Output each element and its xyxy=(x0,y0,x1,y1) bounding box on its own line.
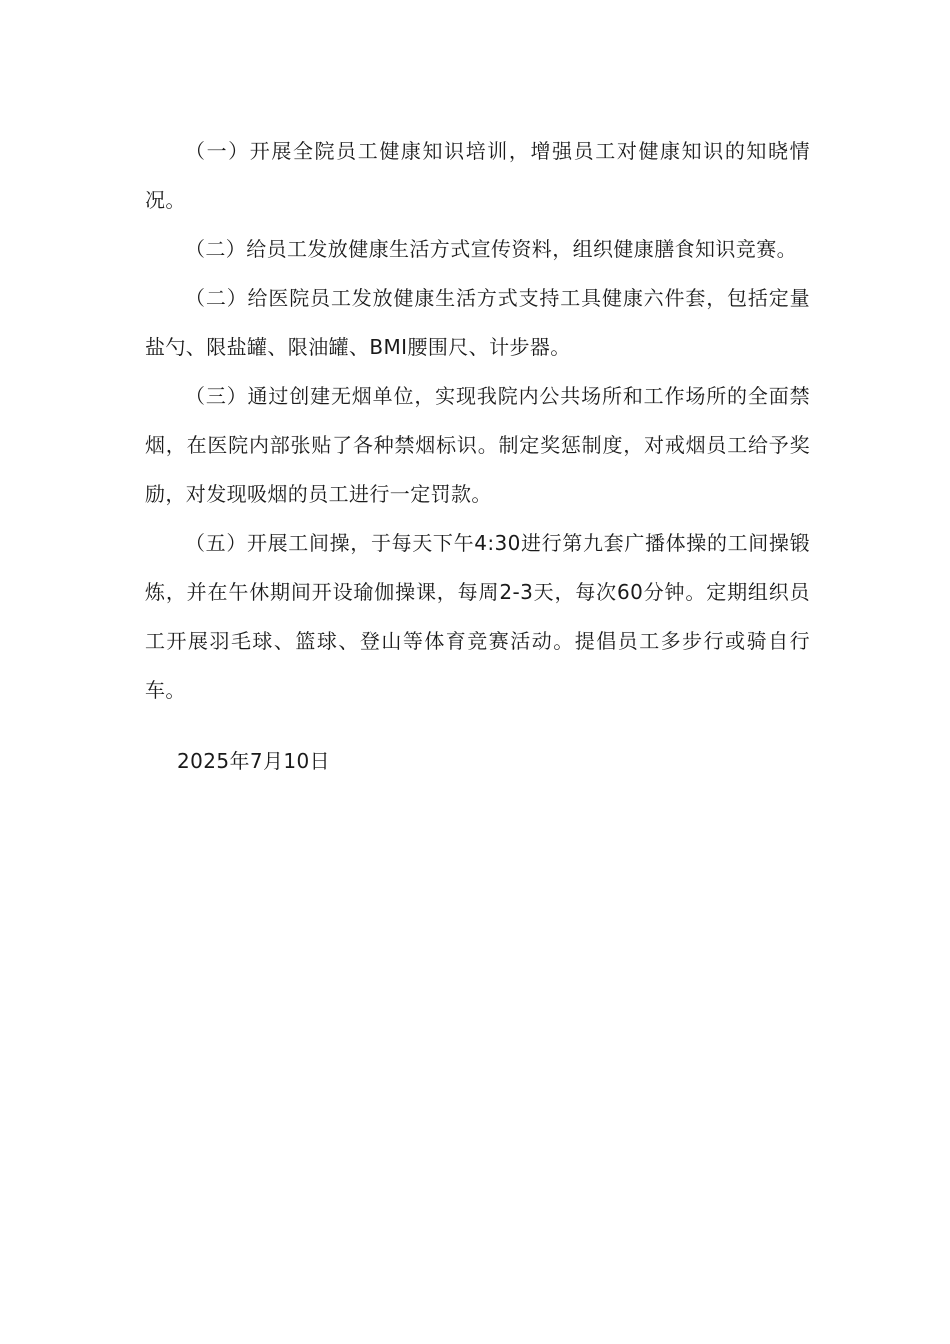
document-body xyxy=(145,127,810,786)
paragraph-smoke-free: （三）通过创建无烟单位，实现我院内公共场所和工作场所的全面禁烟，在医院内部张贴了各种禁烟标识。制定奖惩制度，对戒烟员工给予奖励，对发现吸烟的员工进行一定罚款。 xyxy=(145,384,810,506)
paragraph-exercise: （五）开展工间操，于每天下午4:30进行第九套广播体操的工间操锻炼，并在午休期间开设瑜伽操课，每周2-3天，每次60分钟。定期组织员工开展羽毛球、篮球、登山等体育竞赛活动。提倡员工多步行或骑自行车。 xyxy=(145,531,810,702)
paragraph-health-materials: （二）给员工发放健康生活方式宣传资料，组织健康膳食知识竞赛。 xyxy=(185,237,797,261)
document-date: 2025年7月10日 xyxy=(177,749,331,773)
paragraph-health-toolkit: （二）给医院员工发放健康生活方式支持工具健康六件套，包括定量盐勺、限盐罐、限油罐、BMI腰围尺、计步器。 xyxy=(145,286,810,359)
paragraph-health-training: （一）开展全院员工健康知识培训，增强员工对健康知识的知晓情况。 xyxy=(145,139,810,212)
